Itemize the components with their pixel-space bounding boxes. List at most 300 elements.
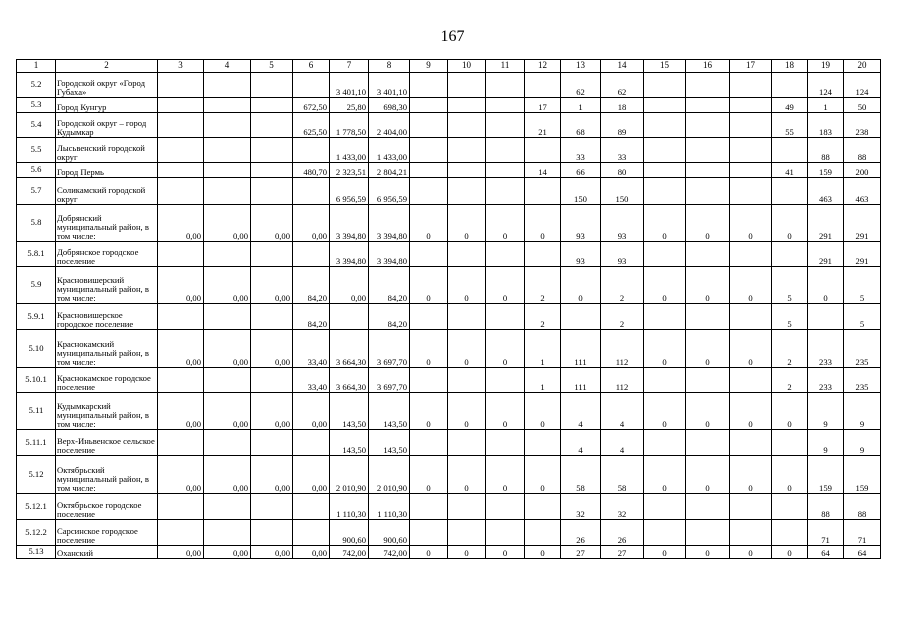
table-row — [17, 304, 881, 330]
table-cell — [293, 242, 330, 267]
row-name: Соликамский городской округ — [56, 178, 158, 205]
table-cell: 0 — [644, 205, 686, 242]
table-cell: 0 — [730, 330, 772, 368]
table-cell: 21 — [525, 113, 561, 138]
table-cell — [448, 494, 486, 520]
row-name: Верх-Иньвенское сельское поселение — [56, 430, 158, 456]
table-cell: 3 664,30 — [330, 330, 369, 368]
table-cell: 112 — [601, 368, 644, 393]
table-cell: 200 — [844, 163, 881, 178]
table-cell: 4 — [561, 393, 601, 430]
column-header: 10 — [448, 60, 486, 73]
table-cell: 0 — [686, 330, 730, 368]
row-number: 5.2 — [17, 73, 56, 98]
table-cell: 0 — [730, 393, 772, 430]
table-cell — [486, 73, 525, 98]
row-number: 5.9.1 — [17, 304, 56, 330]
table-cell — [410, 368, 448, 393]
table-row — [17, 163, 881, 178]
table-cell: 0 — [448, 393, 486, 430]
table-cell — [730, 98, 772, 113]
row-number: 5.13 — [17, 546, 56, 559]
row-name: Добрянский муниципальный район, в том числе: — [56, 205, 158, 242]
table-cell: 0 — [772, 393, 808, 430]
table-cell: 2 — [772, 330, 808, 368]
table-cell — [525, 494, 561, 520]
column-header: 4 — [204, 60, 251, 73]
table-cell: 89 — [601, 113, 644, 138]
table-cell — [772, 138, 808, 163]
table-cell: 0 — [410, 330, 448, 368]
table-cell — [486, 520, 525, 546]
column-header: 16 — [686, 60, 730, 73]
table-cell — [644, 178, 686, 205]
table-cell — [686, 113, 730, 138]
table-cell — [486, 138, 525, 163]
table-cell — [730, 113, 772, 138]
table-cell — [730, 494, 772, 520]
table-row — [17, 178, 881, 205]
table-cell — [204, 304, 251, 330]
table-cell: 0,00 — [158, 393, 204, 430]
row-number: 5.6 — [17, 163, 56, 178]
table-cell — [486, 430, 525, 456]
table-cell — [204, 73, 251, 98]
table-cell — [448, 368, 486, 393]
table-cell: 66 — [561, 163, 601, 178]
table-cell — [808, 304, 844, 330]
column-header: 20 — [844, 60, 881, 73]
table-cell: 93 — [561, 242, 601, 267]
table-cell: 2 010,90 — [330, 456, 369, 494]
table-cell — [644, 304, 686, 330]
row-name: Оханский — [56, 546, 158, 559]
table-cell: 233 — [808, 330, 844, 368]
table-cell: 0 — [486, 546, 525, 559]
table-cell: 143,50 — [330, 393, 369, 430]
table-cell — [330, 304, 369, 330]
table-cell: 6 956,59 — [330, 178, 369, 205]
table-cell: 900,60 — [369, 520, 410, 546]
table-cell — [251, 242, 293, 267]
table-cell — [730, 430, 772, 456]
table-cell — [448, 73, 486, 98]
table-cell — [730, 178, 772, 205]
table-cell — [525, 430, 561, 456]
table-cell: 0 — [686, 393, 730, 430]
table-row — [17, 205, 881, 242]
table-cell: 2 010,90 — [369, 456, 410, 494]
table-cell: 0 — [772, 546, 808, 559]
column-header: 1 — [17, 60, 56, 73]
table-cell: 71 — [808, 520, 844, 546]
table-cell: 1 — [525, 330, 561, 368]
table-cell: 33,40 — [293, 330, 330, 368]
table-cell: 3 394,80 — [369, 205, 410, 242]
table-cell — [204, 138, 251, 163]
table-cell — [730, 304, 772, 330]
table-cell: 0 — [686, 456, 730, 494]
table-cell: 0,00 — [204, 267, 251, 304]
table-cell: 0 — [730, 456, 772, 494]
table-cell — [251, 520, 293, 546]
table-cell — [644, 430, 686, 456]
table-cell — [448, 178, 486, 205]
table-cell: 62 — [601, 73, 644, 98]
row-number: 5.3 — [17, 98, 56, 113]
table-cell: 49 — [772, 98, 808, 113]
table-cell: 0 — [486, 456, 525, 494]
table-cell: 0 — [410, 456, 448, 494]
table-cell: 0 — [448, 205, 486, 242]
table-cell — [448, 113, 486, 138]
table-cell: 463 — [808, 178, 844, 205]
table-cell: 88 — [844, 138, 881, 163]
table-cell: 0 — [448, 267, 486, 304]
table-cell — [448, 242, 486, 267]
table-cell — [251, 98, 293, 113]
table-cell: 9 — [844, 430, 881, 456]
table-cell — [686, 242, 730, 267]
table-cell: 0,00 — [251, 393, 293, 430]
table-cell — [158, 368, 204, 393]
table-cell: 84,20 — [369, 304, 410, 330]
table-cell — [486, 242, 525, 267]
table-cell — [644, 138, 686, 163]
row-name: Октябрьский муниципальный район, в том числе: — [56, 456, 158, 494]
table-cell: 0 — [644, 330, 686, 368]
table-cell: 0 — [525, 205, 561, 242]
table-cell: 80 — [601, 163, 644, 178]
table-cell — [448, 304, 486, 330]
table-cell: 88 — [844, 494, 881, 520]
table-cell: 33 — [561, 138, 601, 163]
table-cell: 235 — [844, 330, 881, 368]
table-cell: 64 — [844, 546, 881, 559]
table-cell: 55 — [772, 113, 808, 138]
table-cell: 0,00 — [204, 393, 251, 430]
table-cell — [251, 430, 293, 456]
table-cell — [525, 178, 561, 205]
table-cell: 3 697,70 — [369, 330, 410, 368]
table-cell: 0,00 — [251, 267, 293, 304]
table-cell: 0 — [448, 330, 486, 368]
table-cell: 480,70 — [293, 163, 330, 178]
table-cell: 291 — [844, 205, 881, 242]
table-cell: 33,40 — [293, 368, 330, 393]
row-number: 5.8.1 — [17, 242, 56, 267]
table-cell — [644, 520, 686, 546]
row-number: 5.11 — [17, 393, 56, 430]
table-cell — [644, 73, 686, 98]
table-cell — [204, 494, 251, 520]
table-cell — [730, 163, 772, 178]
table-cell — [293, 494, 330, 520]
table-cell: 18 — [601, 98, 644, 113]
table-cell: 58 — [561, 456, 601, 494]
table-cell: 2 404,00 — [369, 113, 410, 138]
table-cell — [730, 520, 772, 546]
table-cell — [525, 138, 561, 163]
table-cell — [486, 178, 525, 205]
table-cell — [525, 242, 561, 267]
table-cell — [448, 520, 486, 546]
table-row — [17, 546, 881, 559]
table-cell: 150 — [561, 178, 601, 205]
table-cell: 6 956,59 — [369, 178, 410, 205]
table-cell: 0 — [644, 393, 686, 430]
table-cell: 143,50 — [369, 430, 410, 456]
table-cell — [686, 138, 730, 163]
column-header: 6 — [293, 60, 330, 73]
table-cell: 159 — [808, 163, 844, 178]
table-cell: 0 — [410, 267, 448, 304]
table-cell: 183 — [808, 113, 844, 138]
page-number: 167 — [440, 28, 465, 45]
table-cell — [251, 163, 293, 178]
table-cell: 0,00 — [293, 393, 330, 430]
table-cell: 291 — [808, 242, 844, 267]
row-name: Красновишерский муниципальный район, в том числе: — [56, 267, 158, 304]
table-cell: 0 — [410, 205, 448, 242]
table-cell — [561, 304, 601, 330]
table-cell — [644, 113, 686, 138]
row-name: Город Пермь — [56, 163, 158, 178]
table-cell — [772, 178, 808, 205]
row-name: Лысьвенский городской округ — [56, 138, 158, 163]
table-cell: 3 401,10 — [369, 73, 410, 98]
table-cell: 32 — [561, 494, 601, 520]
table-cell: 3 394,80 — [330, 242, 369, 267]
table-cell: 0,00 — [330, 267, 369, 304]
row-name: Городской округ – город Кудымкар — [56, 113, 158, 138]
table-row — [17, 267, 881, 304]
table-cell: 0 — [448, 546, 486, 559]
table-cell: 9 — [844, 393, 881, 430]
table-row — [17, 520, 881, 546]
row-number: 5.5 — [17, 138, 56, 163]
table-cell: 111 — [561, 368, 601, 393]
table-cell: 0,00 — [204, 205, 251, 242]
column-header: 11 — [486, 60, 525, 73]
table-cell — [158, 520, 204, 546]
table-cell: 143,50 — [369, 393, 410, 430]
row-number: 5.11.1 — [17, 430, 56, 456]
table-cell — [251, 178, 293, 205]
table-row — [17, 138, 881, 163]
row-number: 5.10 — [17, 330, 56, 368]
table-cell — [293, 520, 330, 546]
table-cell — [644, 98, 686, 113]
row-name: Добрянское городское поселение — [56, 242, 158, 267]
table-cell — [448, 138, 486, 163]
table-cell: 124 — [844, 73, 881, 98]
column-header: 8 — [369, 60, 410, 73]
table-cell: 26 — [561, 520, 601, 546]
table-cell: 93 — [561, 205, 601, 242]
table-cell: 112 — [601, 330, 644, 368]
table-cell: 27 — [601, 546, 644, 559]
column-header: 9 — [410, 60, 448, 73]
table-cell: 2 323,51 — [330, 163, 369, 178]
table-cell: 0 — [772, 205, 808, 242]
table-cell — [772, 494, 808, 520]
row-name: Краснокамское городское поселение — [56, 368, 158, 393]
table-cell: 88 — [808, 138, 844, 163]
column-header: 15 — [644, 60, 686, 73]
table-cell: 27 — [561, 546, 601, 559]
table-row — [17, 98, 881, 113]
table-cell: 0 — [686, 546, 730, 559]
table-cell: 0 — [686, 267, 730, 304]
table-cell — [410, 430, 448, 456]
table-cell: 4 — [601, 393, 644, 430]
table-cell — [410, 163, 448, 178]
table-cell — [525, 520, 561, 546]
table-cell — [486, 304, 525, 330]
table-cell: 0 — [730, 205, 772, 242]
row-number: 5.4 — [17, 113, 56, 138]
table-cell: 93 — [601, 242, 644, 267]
column-header: 2 — [56, 60, 158, 73]
table-cell: 5 — [844, 267, 881, 304]
table-header-row — [17, 60, 881, 73]
table-cell: 1 778,50 — [330, 113, 369, 138]
table-cell: 0,00 — [204, 456, 251, 494]
table-cell: 0 — [808, 267, 844, 304]
table-cell — [293, 73, 330, 98]
table-cell: 2 — [601, 304, 644, 330]
column-header: 12 — [525, 60, 561, 73]
table-cell: 0 — [410, 546, 448, 559]
column-header: 17 — [730, 60, 772, 73]
table-cell: 32 — [601, 494, 644, 520]
row-number: 5.9 — [17, 267, 56, 304]
table-cell — [686, 73, 730, 98]
table-cell: 5 — [772, 267, 808, 304]
table-cell: 0,00 — [204, 546, 251, 559]
table-cell — [204, 242, 251, 267]
table-cell: 463 — [844, 178, 881, 205]
table-cell: 111 — [561, 330, 601, 368]
table-cell — [486, 494, 525, 520]
table-cell — [730, 368, 772, 393]
table-cell — [251, 113, 293, 138]
table-row — [17, 430, 881, 456]
table-cell: 0 — [686, 205, 730, 242]
table-cell: 0 — [644, 456, 686, 494]
table-cell: 2 — [525, 267, 561, 304]
column-header: 5 — [251, 60, 293, 73]
table-cell: 0,00 — [251, 330, 293, 368]
table-cell: 0 — [525, 456, 561, 494]
table-cell: 14 — [525, 163, 561, 178]
table-cell: 1 — [525, 368, 561, 393]
table-cell: 3 394,80 — [330, 205, 369, 242]
table-cell — [410, 178, 448, 205]
table-cell — [293, 138, 330, 163]
table-cell — [410, 138, 448, 163]
table-cell: 1 110,30 — [369, 494, 410, 520]
row-number: 5.10.1 — [17, 368, 56, 393]
table-cell — [410, 98, 448, 113]
table-cell — [486, 368, 525, 393]
table-cell: 9 — [808, 393, 844, 430]
table-cell — [410, 520, 448, 546]
table-cell — [410, 73, 448, 98]
table-cell: 1 — [808, 98, 844, 113]
row-name: Город Кунгур — [56, 98, 158, 113]
table-cell — [158, 178, 204, 205]
table-cell: 3 664,30 — [330, 368, 369, 393]
table-cell: 0 — [486, 330, 525, 368]
table-cell: 0 — [730, 267, 772, 304]
column-header: 14 — [601, 60, 644, 73]
table-cell: 0,00 — [158, 205, 204, 242]
column-header: 7 — [330, 60, 369, 73]
table-cell — [410, 494, 448, 520]
table-cell — [158, 138, 204, 163]
table-cell: 0,00 — [251, 546, 293, 559]
table-cell: 71 — [844, 520, 881, 546]
table-cell: 0 — [486, 393, 525, 430]
table-cell — [204, 178, 251, 205]
table-cell: 93 — [601, 205, 644, 242]
column-header: 19 — [808, 60, 844, 73]
table-row — [17, 393, 881, 430]
table-cell — [204, 368, 251, 393]
table-cell: 233 — [808, 368, 844, 393]
table-cell — [644, 368, 686, 393]
table-cell: 0 — [772, 456, 808, 494]
table-cell: 3 697,70 — [369, 368, 410, 393]
table-cell — [686, 494, 730, 520]
row-number: 5.12 — [17, 456, 56, 494]
table-cell: 150 — [601, 178, 644, 205]
table-cell: 5 — [772, 304, 808, 330]
table-cell — [730, 242, 772, 267]
table-cell — [251, 73, 293, 98]
table-cell: 33 — [601, 138, 644, 163]
table-cell — [772, 430, 808, 456]
table-cell — [686, 520, 730, 546]
table-cell: 84,20 — [293, 304, 330, 330]
table-row — [17, 330, 881, 368]
table-cell: 0,00 — [251, 456, 293, 494]
table-cell — [448, 430, 486, 456]
table-cell — [204, 163, 251, 178]
row-name: Кудымкарский муниципальный район, в том числе: — [56, 393, 158, 430]
table-cell: 88 — [808, 494, 844, 520]
table-cell: 742,00 — [330, 546, 369, 559]
table-cell — [158, 163, 204, 178]
table-cell — [448, 163, 486, 178]
table-cell: 2 — [601, 267, 644, 304]
table-cell: 0 — [486, 205, 525, 242]
table-cell: 1 110,30 — [330, 494, 369, 520]
table-cell: 2 804,21 — [369, 163, 410, 178]
table-cell — [686, 178, 730, 205]
table-cell: 291 — [844, 242, 881, 267]
table-cell: 5 — [844, 304, 881, 330]
table-cell — [158, 98, 204, 113]
row-name: Городской округ «Город Губаха» — [56, 73, 158, 98]
table-cell — [644, 494, 686, 520]
table-cell: 84,20 — [293, 267, 330, 304]
table-cell — [251, 304, 293, 330]
table-cell: 238 — [844, 113, 881, 138]
table-cell: 9 — [808, 430, 844, 456]
